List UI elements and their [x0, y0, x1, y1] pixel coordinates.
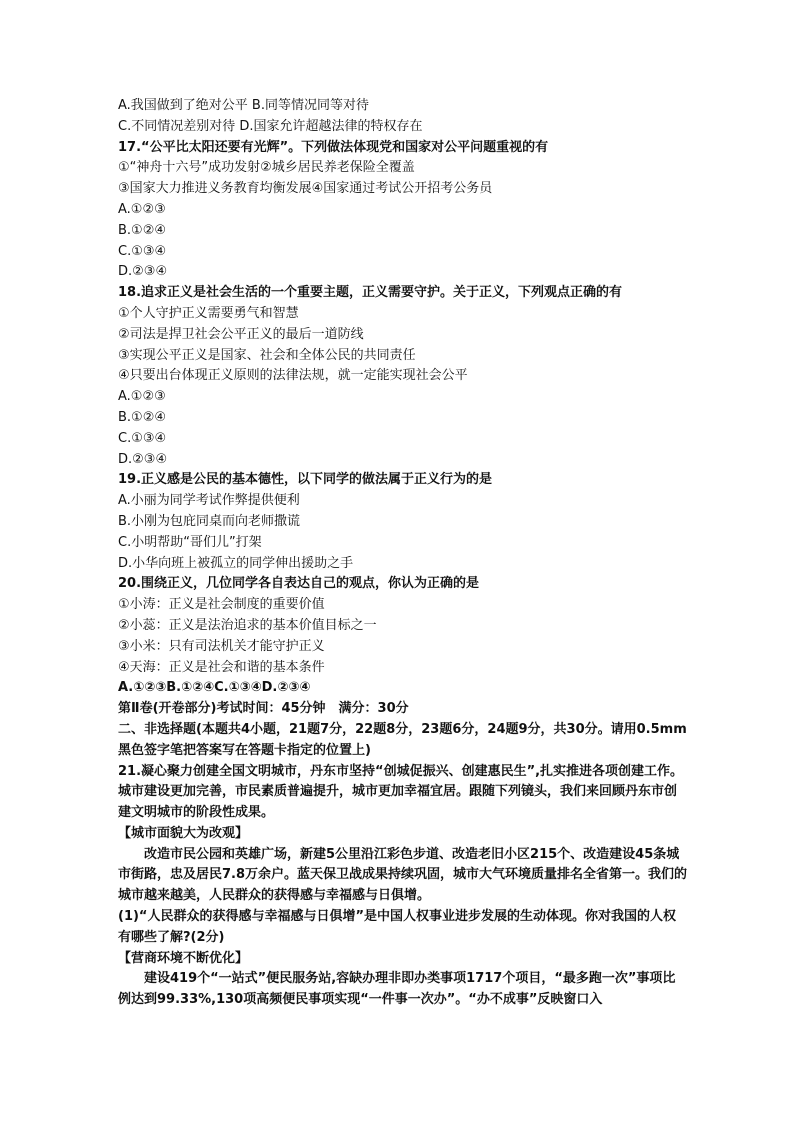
exam-page: [118, 96, 688, 1011]
q16-options-line-1: A.我国做到了绝对公平 B.同等情况同等对待: [118, 98, 369, 113]
q18-option-c: C.①③④: [118, 430, 167, 446]
q20-item: ④天海：正义是社会和谐的基本条件: [118, 659, 325, 675]
q17-option-b: B.①②④: [118, 222, 167, 238]
q17-item-line: ①“神舟十六号”成功发射②城乡居民养老保险全覆盖: [118, 160, 415, 176]
q17-option-a: A.①②③: [118, 201, 166, 217]
q17-option-d: D.②③④: [118, 264, 168, 280]
q18-item: ③实现公平正义是国家、社会和全体公民的共同责任: [118, 347, 416, 363]
section-title-city-appearance: 【城市面貌大为改观】: [118, 825, 249, 841]
q18-item: ②司法是捍卫社会公平正义的最后一道防线: [118, 326, 364, 342]
q21-intro: 21.凝心聚力创建全国文明城市，丹东市坚持“创城促振兴、创建惠民生”,扎实推进各项创建工作。城市建设更加完善，市民素质普遍提升，城市更加幸福宜居。跟随下列镜头，我们来回顾丹东市创建文明城市的阶段性成果。: [118, 763, 684, 821]
q20-options: A.①②③B.①②④C.①③④D.②③④: [118, 680, 311, 696]
q19-option-c: C.小明帮助“哥们儿”打架: [118, 534, 262, 550]
section-text-business-environment: 建设419个“一站式”便民服务站,容缺办理非即办类事项1717个项目，“最多跑一次”事项比例达到99.33%,130项高频便民事项实现“一件事一次办”。“办不成事”反映窗口入: [118, 971, 676, 1008]
q17-stem: 17.“公平比太阳还要有光辉”。下列做法体现党和国家对公平问题重视的有: [118, 139, 549, 155]
q18-stem: 18.追求正义是社会生活的一个重要主题，正义需要守护。关于正义，下列观点正确的有: [118, 285, 623, 301]
part2-header: 第Ⅱ卷(开卷部分)考试时间：45分钟 满分：30分: [118, 701, 409, 717]
q20-item: ②小蕊：正义是法治追求的基本价值目标之一: [118, 617, 377, 633]
q20-item: ③小米：只有司法机关才能守护正义: [118, 638, 325, 654]
q19-option-a: A.小丽为同学考试作弊提供便利: [118, 493, 300, 509]
section-text-city-appearance: 改造市民公园和英雄广场，新建5公里沿江彩色步道、改造老旧小区215个、改造建设45条城市街路，忠及居民7.8万余户。蓝天保卫战成果持续巩固，城市大气环境质量排名全省第一。我们的城市越来越美，人民群众的获得感与幸福感与日俱增。: [118, 846, 688, 904]
q19-stem: 19.正义感是公民的基本德性，以下同学的做法属于正义行为的是: [118, 472, 493, 488]
section-title-business-environment: 【营商环境不断优化】: [118, 950, 249, 966]
q17-item-line: ③国家大力推进义务教育均衡发展④国家通过考试公开招考公务员: [118, 181, 493, 197]
q18-option-a: A.①②③: [118, 389, 166, 405]
q19-option-b: B.小刚为包庇同桌而向老师撒谎: [118, 513, 301, 529]
q21-question-1: (1)“人民群众的获得感与幸福感与日俱增”是中国人权事业进步发展的生动体现。你对我国的人权有哪些了解?(2分): [118, 909, 677, 945]
q20-item: ①小涛：正义是社会制度的重要价值: [118, 597, 325, 613]
q18-item: ④只要出台体现正义原则的法律法规，就一定能实现社会公平: [118, 368, 468, 384]
section-instructions: 二、非选择题(本题共4小题，21题7分，22题8分，23题6分，24题9分，共30分。请用0.5mm黑色签字笔把答案写在答题卡指定的位置上): [118, 721, 687, 758]
q19-option-d: D.小华向班上被孤立的同学伸出援助之手: [118, 555, 354, 571]
q18-option-b: B.①②④: [118, 409, 167, 425]
q18-item: ①个人守护正义需要勇气和智慧: [118, 305, 299, 321]
q18-option-d: D.②③④: [118, 451, 168, 467]
q17-option-c: C.①③④: [118, 243, 167, 259]
q16-options-line-2: C.不同情况差别对待 D.国家允许超越法律的特权存在: [118, 118, 423, 134]
q20-stem: 20.围绕正义，几位同学各自表达自己的观点，你认为正确的是: [118, 576, 480, 592]
